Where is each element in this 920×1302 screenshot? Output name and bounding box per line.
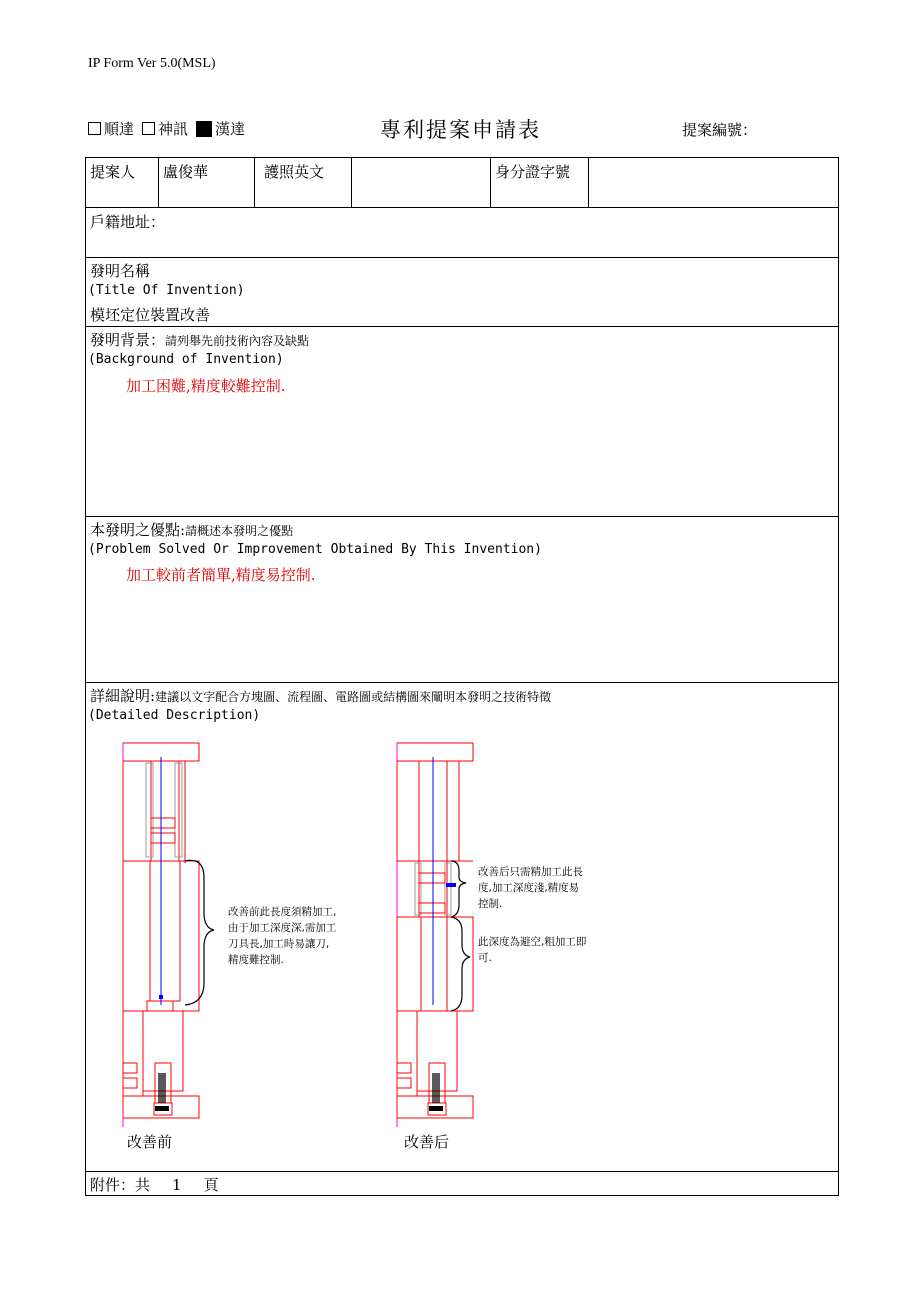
col-divider — [588, 158, 589, 207]
before-note-line-2: 由于加工深度深,需加工 — [228, 922, 337, 934]
application-form-table — [85, 157, 839, 1196]
form-title: 專利提案申請表 — [380, 118, 541, 142]
row-divider — [86, 516, 838, 517]
id-number-label: 身分證字號 — [495, 163, 571, 181]
after-note-top-line-3: 控制. — [478, 898, 503, 910]
attachment-count[interactable]: 1 — [172, 1176, 182, 1194]
company-label-1: 順達 — [104, 120, 135, 138]
background-hint: 請列舉先前技術內容及缺點 — [165, 334, 310, 348]
advantage-title: 本發明之優點: — [90, 521, 186, 539]
row-divider — [86, 257, 838, 258]
after-note-top-line-2: 度,加工深度淺,精度易 — [478, 882, 580, 894]
background-label — [90, 329, 309, 350]
attachment-row — [90, 1174, 219, 1195]
col-divider — [351, 158, 352, 207]
col-divider — [254, 158, 255, 207]
row-divider — [86, 1171, 838, 1172]
attachment-label: 附件：共 — [90, 1176, 151, 1194]
after-note-bottom-line-2: 可. — [478, 952, 492, 964]
detail-label-en: (Detailed Description) — [88, 708, 261, 723]
row-divider — [86, 682, 838, 683]
invention-name-value[interactable]: 模坯定位裝置改善 — [90, 306, 211, 324]
technical-drawing — [86, 733, 838, 1168]
invention-name-label-en: (Title Of Invention) — [88, 283, 245, 298]
background-title: 發明背景： — [90, 331, 166, 349]
proposal-number-label: 提案編號： — [682, 121, 758, 139]
proposer-label: 提案人 — [90, 163, 136, 181]
detail-hint: 建議以文字配合方塊圖、流程圖、電路圖或結構圖來闡明本發明之技術特徵 — [155, 690, 552, 704]
after-brace-top — [451, 861, 466, 917]
background-label-en: (Background of Invention) — [88, 352, 284, 367]
col-divider — [158, 158, 159, 207]
invention-name-label: 發明名稱 — [90, 262, 151, 280]
advantage-label — [90, 519, 293, 540]
detail-label — [90, 685, 551, 706]
after-note-bottom-line-1: 此深度為避空,粗加工即 — [478, 936, 587, 948]
after-note-top-line-1: 改善后只需精加工此長 — [478, 866, 583, 878]
before-bolt-head — [155, 1106, 169, 1111]
col-divider — [490, 158, 491, 207]
advantage-hint: 請概述本發明之優點 — [185, 524, 294, 538]
background-value[interactable]: 加工困難,精度較難控制. — [126, 377, 286, 395]
after-note-top — [478, 865, 583, 910]
advantage-label-en: (Problem Solved Or Improvement Obtained By This Invention) — [88, 542, 542, 557]
after-bolt-head — [429, 1106, 443, 1111]
after-bolt — [432, 1073, 440, 1103]
before-marker — [159, 995, 163, 999]
detail-title: 詳細說明: — [90, 687, 156, 705]
before-note-line-3: 刀具長,加工時易讓刀, — [228, 938, 330, 950]
passport-label: 護照英文 — [264, 163, 325, 181]
form-version: IP Form Ver 5.0(MSL) — [88, 56, 216, 71]
before-note-line-4: 精度難控制. — [228, 954, 284, 966]
company-label-3: 漢達 — [215, 120, 246, 138]
after-brace-bottom — [451, 917, 470, 1011]
before-bolt — [158, 1073, 166, 1103]
attachment-unit: 頁 — [203, 1176, 219, 1194]
row-divider — [86, 207, 838, 208]
before-caption: 改善前 — [127, 1133, 173, 1151]
company-checkbox-2[interactable] — [142, 122, 155, 135]
advantage-value[interactable]: 加工較前者簡單,精度易控制. — [126, 566, 316, 584]
before-note — [228, 905, 337, 966]
company-selector — [88, 118, 253, 139]
company-label-2: 神訊 — [158, 120, 189, 138]
after-note-bottom — [478, 935, 586, 964]
company-checkbox-3[interactable] — [196, 121, 212, 137]
company-checkbox-1[interactable] — [88, 122, 101, 135]
address-label: 戶籍地址： — [90, 213, 166, 231]
row-divider — [86, 326, 838, 327]
after-caption: 改善后 — [404, 1133, 450, 1151]
proposer-name[interactable]: 盧俊華 — [163, 163, 209, 181]
after-marker — [446, 883, 456, 887]
before-note-line-1: 改善前此長度須精加工, — [228, 906, 337, 918]
